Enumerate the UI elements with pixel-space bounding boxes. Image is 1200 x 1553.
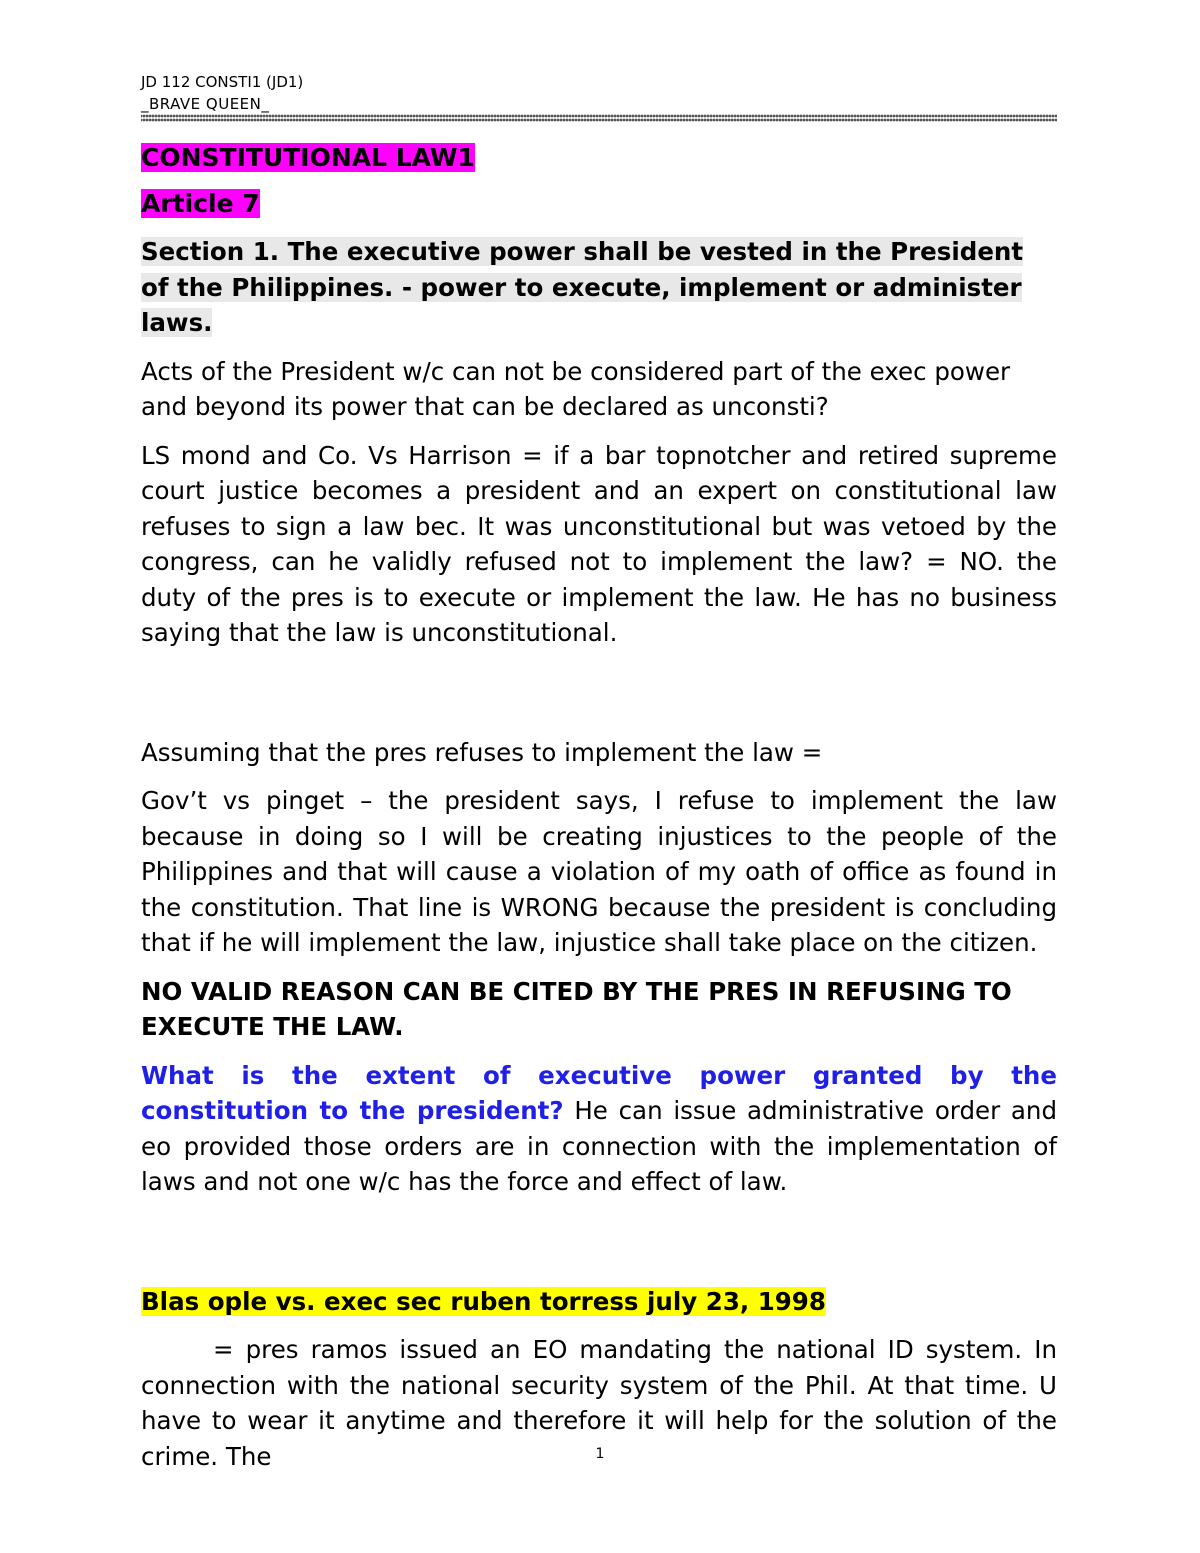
section-heading-note: power to execute, implement or administer laws. (141, 272, 1022, 337)
header-course: JD 112 CONSTI1 (JD1) (141, 73, 304, 91)
section-heading-main: Section 1. The executive power shall be vested in the President of the Philippines. - (141, 237, 1024, 302)
section-heading (141, 234, 1057, 341)
paragraph-acts: Acts of the President w/c can not be considered part of the exec power and beyond its power that can be declared as unconsti? (141, 356, 1011, 421)
article-heading: Article 7 (141, 188, 260, 218)
title-line (141, 140, 1057, 176)
paragraph-govt-vs-pinget: Gov’t vs pinget – the president says, I refuse to implement the law because in doing so I will be creating injustices to the people of the Philippines and that will cause a violation of my oath of office as found in the constitution. That line is WRONG because the president is concluding that if he will implement the law, injustice shall take place on the citizen. (141, 786, 1057, 957)
case-title: Blas ople vs. exec sec ruben torress july 23, 1998 (141, 1286, 826, 1316)
bold-statement: NO VALID REASON CAN BE CITED BY THE PRES IN REFUSING TO EXECUTE THE LAW. (141, 976, 1012, 1041)
document-body (141, 140, 1057, 1474)
paragraph-question (141, 1058, 1057, 1200)
article-line (141, 186, 1057, 222)
page-number: 1 (595, 1446, 605, 1462)
case-title-line (141, 1284, 1057, 1320)
question-text: What is the extent of executive power granted by the constitution to the president? (141, 1060, 1057, 1125)
header-author: _BRAVE QUEEN_ (141, 95, 270, 113)
paragraph-ls-mond: LS mond and Co. Vs Harrison = if a bar topnotcher and retired supreme court justice becomes a president and an expert on constitutional law refuses to sign a law bec. It was unconstitutional but was vetoed by the congress, can he validly refused not to implement the law? = NO. the duty of the pres is to execute or implement the law. He has no business saying that the law is unconstitutional. (141, 440, 1057, 647)
paragraph-assuming: Assuming that the pres refuses to implement the law = (141, 737, 823, 767)
answer-text: He can issue administrative order and eo provided those orders are in connection with the implementation of laws and not one w/c has the force and effect of law. (141, 1096, 1057, 1196)
document-title: CONSTITUTIONAL LAW1 (141, 143, 475, 172)
case-body: = pres ramos issued an EO mandating the national ID system. In connection with the national security system of the Phil. At that time. U have to wear it anytime and therefore it will help for the solution of the crime. The (141, 1335, 1057, 1471)
header-divider (141, 114, 1057, 122)
